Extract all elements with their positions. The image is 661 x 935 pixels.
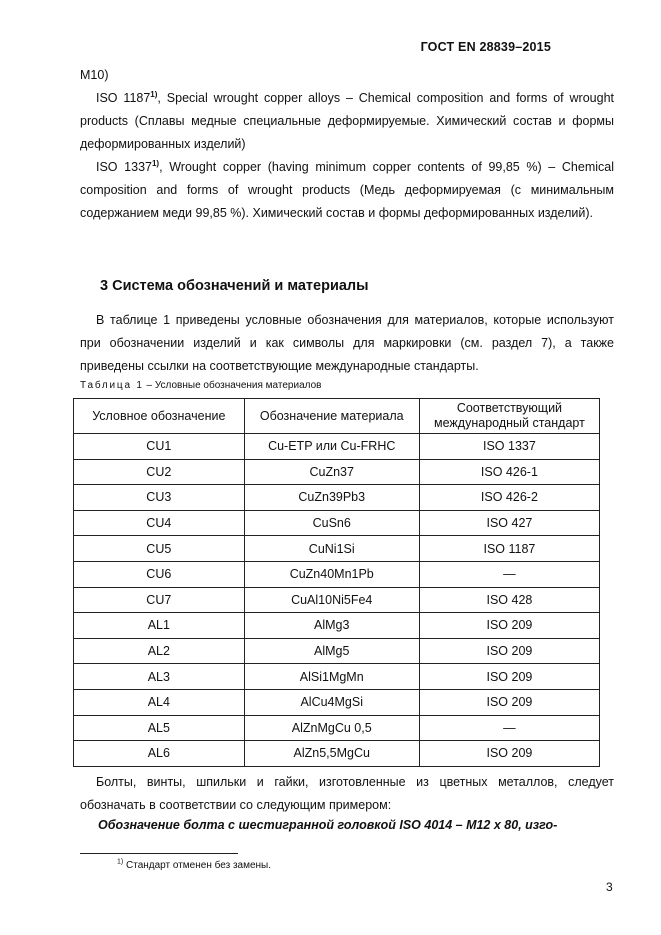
table-caption [80,380,321,391]
reference-number: ISO 1187 [96,91,151,105]
reference-continuation: M10) [80,68,109,82]
reference-title: , Special wrought copper alloys – Chemical composition and forms of wrought products (Сплавы медные специальные деформируемые. Химический состав и формы деформированных изделий) [80,91,614,151]
reference-number: ISO 1337 [96,160,152,174]
footnote-marker: 1) [151,158,160,168]
reference-iso-1337 [80,156,614,225]
footnote [117,860,271,871]
normative-references [80,64,614,225]
footnote-marker: 1) [150,89,158,99]
table-header-row [74,399,600,434]
reference-title: , Wrought copper (having minimum copper contents of 99,85 %) – Chemical composition and forms of wrought products (Медь деформируемая (с минимальным содержанием меди 99,85 %). Химический состав и формы деформированных изделий). [80,160,614,220]
cell-material: AlZn5,5MgCu [244,741,419,767]
cell-designation: AL2 [74,638,245,664]
standard-code-header: ГОСТ EN 28839–2015 [420,40,551,54]
cell-designation: CU7 [74,587,245,613]
cell-material: CuAl10Ni5Fe4 [244,587,419,613]
cell-designation: AL3 [74,664,245,690]
cell-standard: — [419,561,599,587]
cell-designation: CU6 [74,561,245,587]
section-heading: 3 Система обозначений и материалы [100,278,369,294]
header-material: Обозначение материала [244,399,419,434]
cell-material: CuZn40Mn1Pb [244,561,419,587]
cell-material: CuNi1Si [244,536,419,562]
section-intro [80,309,614,378]
cell-designation: CU4 [74,510,245,536]
cell-standard: ISO 209 [419,613,599,639]
cell-standard: ISO 209 [419,689,599,715]
table-row [74,485,600,511]
table-row [74,664,600,690]
cell-material: CuSn6 [244,510,419,536]
table-row [74,536,600,562]
table-row [74,715,600,741]
table-caption-prefix: Таблица 1 [80,380,144,391]
cell-standard: ISO 426-1 [419,459,599,485]
footnote-text: Стандарт отменен без замены. [123,860,272,871]
materials-table [73,398,600,767]
cell-material: AlMg5 [244,638,419,664]
cell-designation: AL5 [74,715,245,741]
cell-standard: ISO 428 [419,587,599,613]
cell-material: AlMg3 [244,613,419,639]
table-row [74,689,600,715]
cell-standard: ISO 209 [419,638,599,664]
cell-standard: ISO 427 [419,510,599,536]
cell-standard: ISO 426-2 [419,485,599,511]
cell-material: AlSi1MgMn [244,664,419,690]
table-row [74,613,600,639]
table-caption-title: – Условные обозначения материалов [143,380,322,391]
table-row [74,459,600,485]
cell-designation: CU3 [74,485,245,511]
cell-standard: — [419,715,599,741]
cell-standard: ISO 209 [419,664,599,690]
table-body [74,434,600,767]
cell-designation: CU2 [74,459,245,485]
table-row [74,638,600,664]
designation-example: Обозначение болта с шестигранной головкой ISO 4014 – M12 x 80, изго- [98,818,558,832]
cell-standard: ISO 209 [419,741,599,767]
after-table-text [80,771,614,817]
cell-material: CuZn37 [244,459,419,485]
page-number: 3 [606,880,613,894]
cell-designation: CU5 [74,536,245,562]
bolts-paragraph: Болты, винты, шпильки и гайки, изготовленные из цветных металлов, следует обозначать в соответствии со следующим примером: [80,775,614,812]
header-designation: Условное обозначение [74,399,245,434]
header-standard: Соответствующий международный стандарт [419,399,599,434]
cell-material: Cu-ETP или Cu-FRHC [244,434,419,460]
intro-paragraph: В таблице 1 приведены условные обозначения для материалов, которые используют при обозначении изделий и как символы для маркировки (см. раздел 7), а также приведены ссылки на соответствующие международные стандарты. [80,313,614,373]
table-row [74,741,600,767]
table-row [74,510,600,536]
table-row [74,434,600,460]
table-row [74,561,600,587]
footnote-divider [80,853,238,854]
cell-material: CuZn39Pb3 [244,485,419,511]
cell-standard: ISO 1337 [419,434,599,460]
cell-standard: ISO 1187 [419,536,599,562]
cell-designation: CU1 [74,434,245,460]
cell-material: AlZnMgCu 0,5 [244,715,419,741]
reference-iso-1187 [80,87,614,156]
cell-designation: AL6 [74,741,245,767]
table-row [74,587,600,613]
cell-designation: AL1 [74,613,245,639]
cell-material: AlCu4MgSi [244,689,419,715]
footnote-marker: 1) [117,858,124,866]
cell-designation: AL4 [74,689,245,715]
